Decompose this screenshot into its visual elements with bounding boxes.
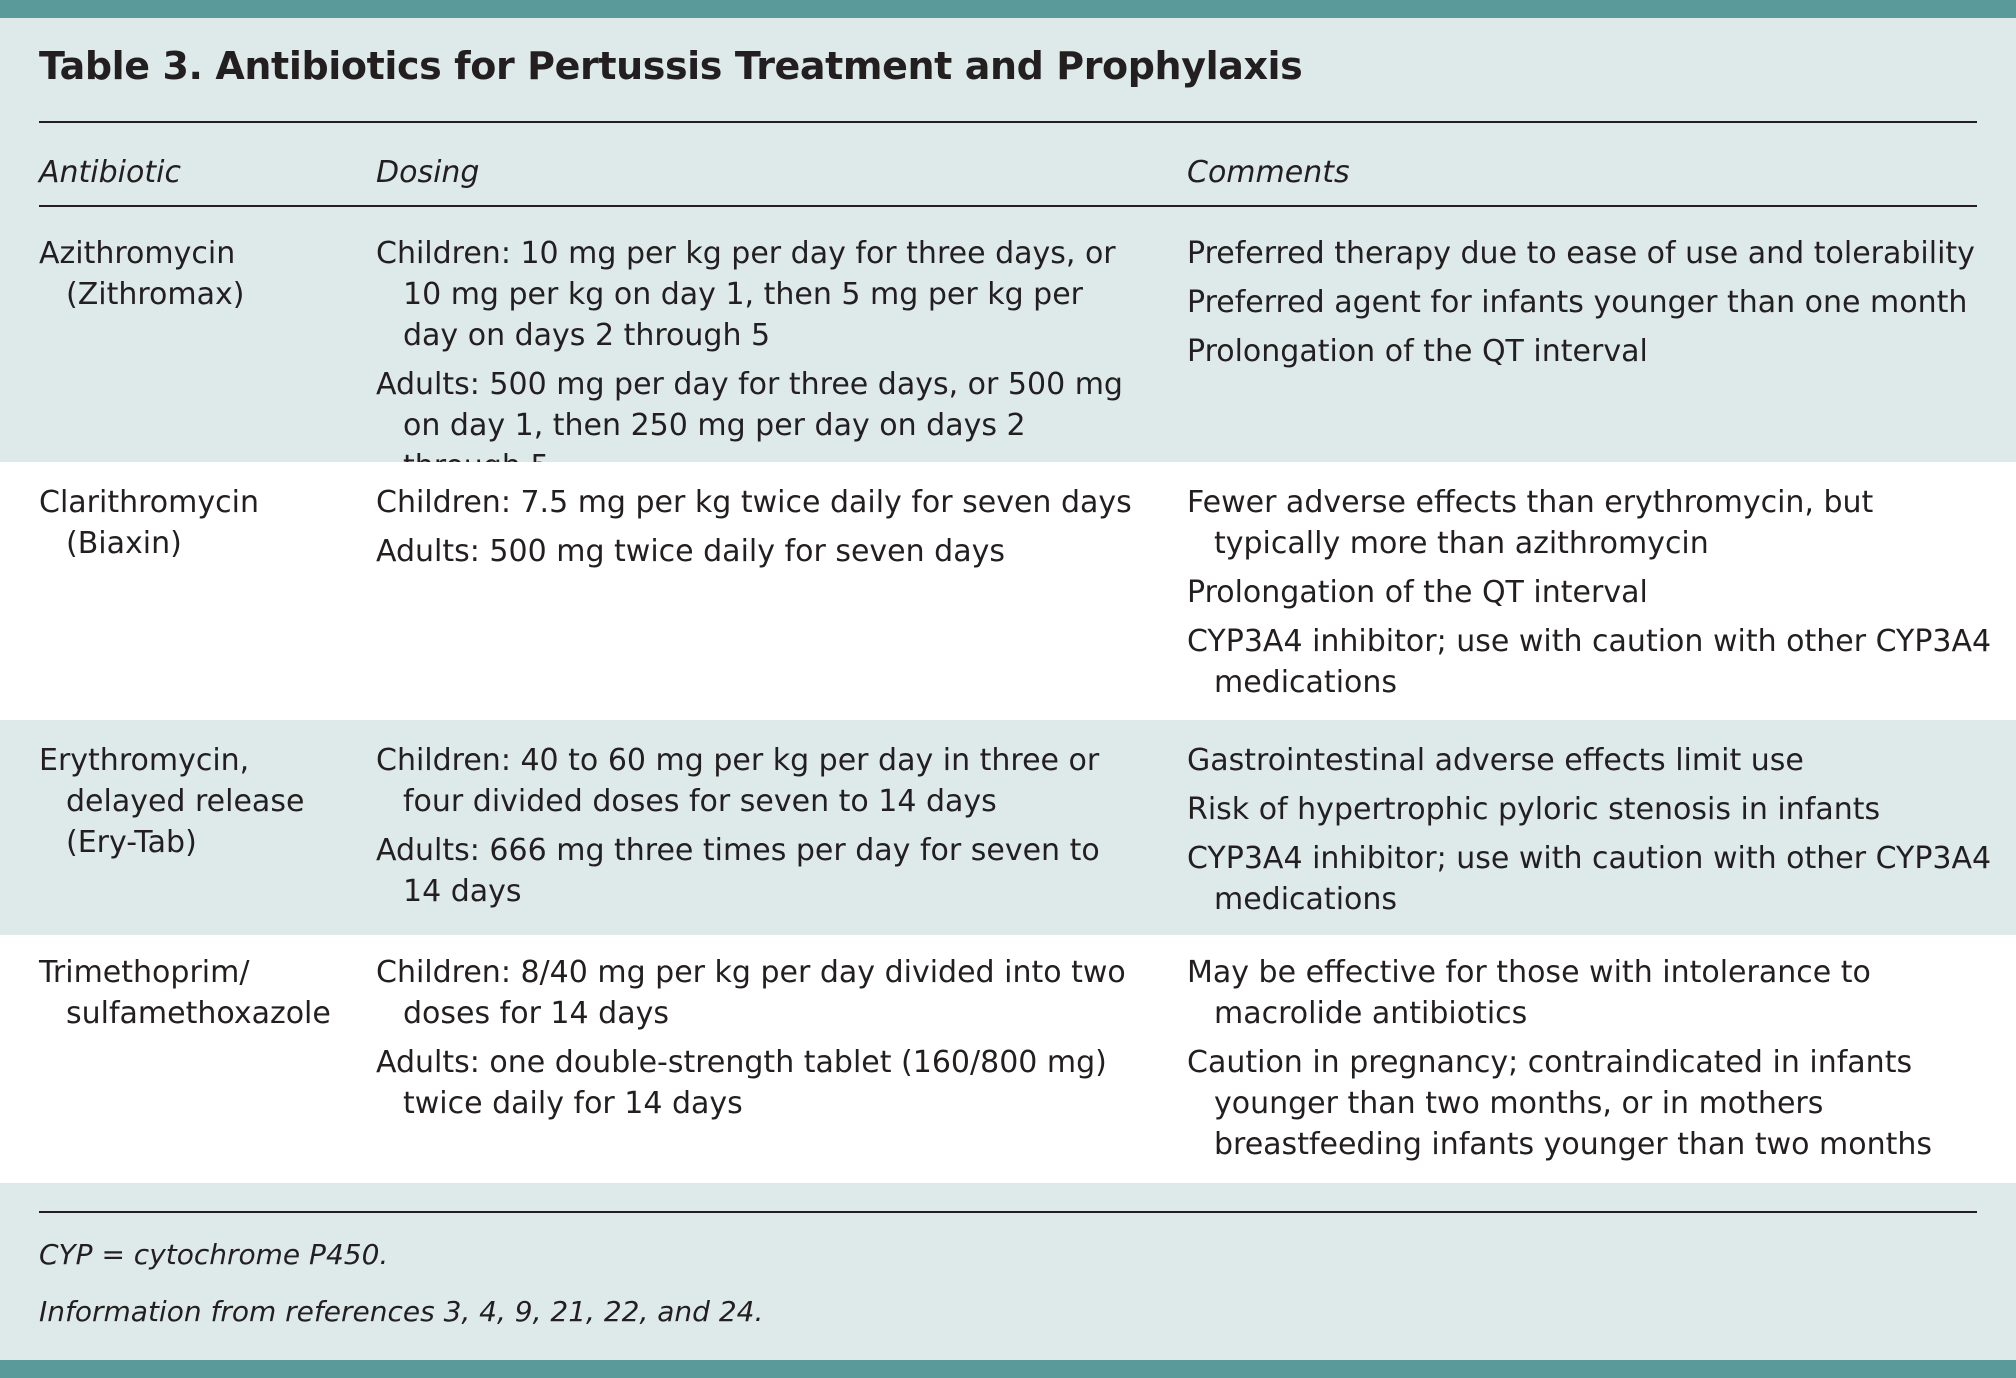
comment-entry: Risk of hypertrophic pyloric stenosis in infants [1187,792,1881,827]
comment-entry: CYP3A4 inhibitor; use with caution with other CYP3A4 medications [1187,624,1992,700]
comment-entry: Preferred therapy due to ease of use and tolerability [1187,236,1975,271]
antibiotic-cell [39,952,359,1042]
antibiotic-name: Trimethoprim/ sulfamethoxazole [39,955,331,1031]
title-rule [39,121,1977,123]
table-title: Table 3. Antibiotics for Pertussis Treatment and Prophylaxis [39,44,1303,88]
dosing-entry: Adults: 666 mg three times per day for seven to 14 days [376,833,1100,909]
comment-entry: Gastrointestinal adverse effects limit use [1187,743,1804,778]
comments-cell [1187,952,1997,1173]
antibiotic-name: Clarithromycin (Biaxin) [39,485,259,561]
antibiotic-cell [39,740,359,871]
table-row [0,462,2016,720]
comment-entry: May be effective for those with intolerance to macrolide antibiotics [1187,955,1871,1031]
column-header-comments: Comments [1187,155,1350,190]
table-row [0,720,2016,935]
top-accent-bar [0,0,2016,18]
dosing-cell [376,482,1146,580]
footnote-abbreviation: CYP = cytochrome P450. [39,1238,389,1271]
column-header-dosing: Dosing [376,155,480,190]
footer-rule [39,1211,1977,1213]
dosing-cell [376,740,1146,920]
comments-cell [1187,740,1997,928]
dosing-entry: Children: 10 mg per kg per day for three days, or 10 mg per kg on day 1, then 5 mg per kg per day on days 2 through 5 [376,236,1116,353]
dosing-entry: Adults: one double-strength tablet (160/800 mg) twice daily for 14 days [376,1045,1107,1121]
table-row [0,207,2016,462]
column-header-antibiotic: Antibiotic [39,155,181,190]
antibiotic-cell [39,233,359,323]
table-row [0,935,2016,1183]
antibiotic-name: Azithromycin (Zithromax) [39,236,245,312]
dosing-entry: Adults: 500 mg per day for three days, or 500 mg on day 1, then 250 mg per day on days 2 [376,367,1123,443]
antibiotic-cell [39,482,359,572]
comment-entry: CYP3A4 inhibitor; use with caution with other CYP3A4 medications [1187,841,1992,917]
comment-entry: Preferred agent for infants younger than one month [1187,285,1968,320]
footnote-references: Information from references 3, 4, 9, 21, 22, and 24. [39,1295,764,1328]
dosing-cell [376,233,1146,495]
dosing-entry: Children: 40 to 60 mg per kg per day in three or four divided doses for seven to 14 days [376,743,1100,819]
dosing-entry: Children: 8/40 mg per kg per day divided into two doses for 14 days [376,955,1126,1031]
comment-entry: Prolongation of the QT interval [1187,334,1648,369]
comment-entry: Caution in pregnancy; contraindicated in infants younger than two months, or in mothers breastfeeding infants younger than two months [1187,1045,1933,1162]
comment-entry: Fewer adverse effects than erythromycin, but typically more than azithromycin [1187,485,1874,561]
dosing-entry: Children: 7.5 mg per kg twice daily for seven days [376,485,1132,520]
dosing-cell [376,952,1146,1132]
comment-entry: Prolongation of the QT interval [1187,575,1648,610]
antibiotic-name: Erythromycin, delayed release (Ery-Tab) [39,743,305,860]
dosing-entry: Adults: 500 mg twice daily for seven days [376,534,1005,569]
comments-cell [1187,482,1997,711]
table-header-row [0,155,2016,205]
bottom-accent-bar [0,1360,2016,1378]
comments-cell [1187,233,1997,380]
